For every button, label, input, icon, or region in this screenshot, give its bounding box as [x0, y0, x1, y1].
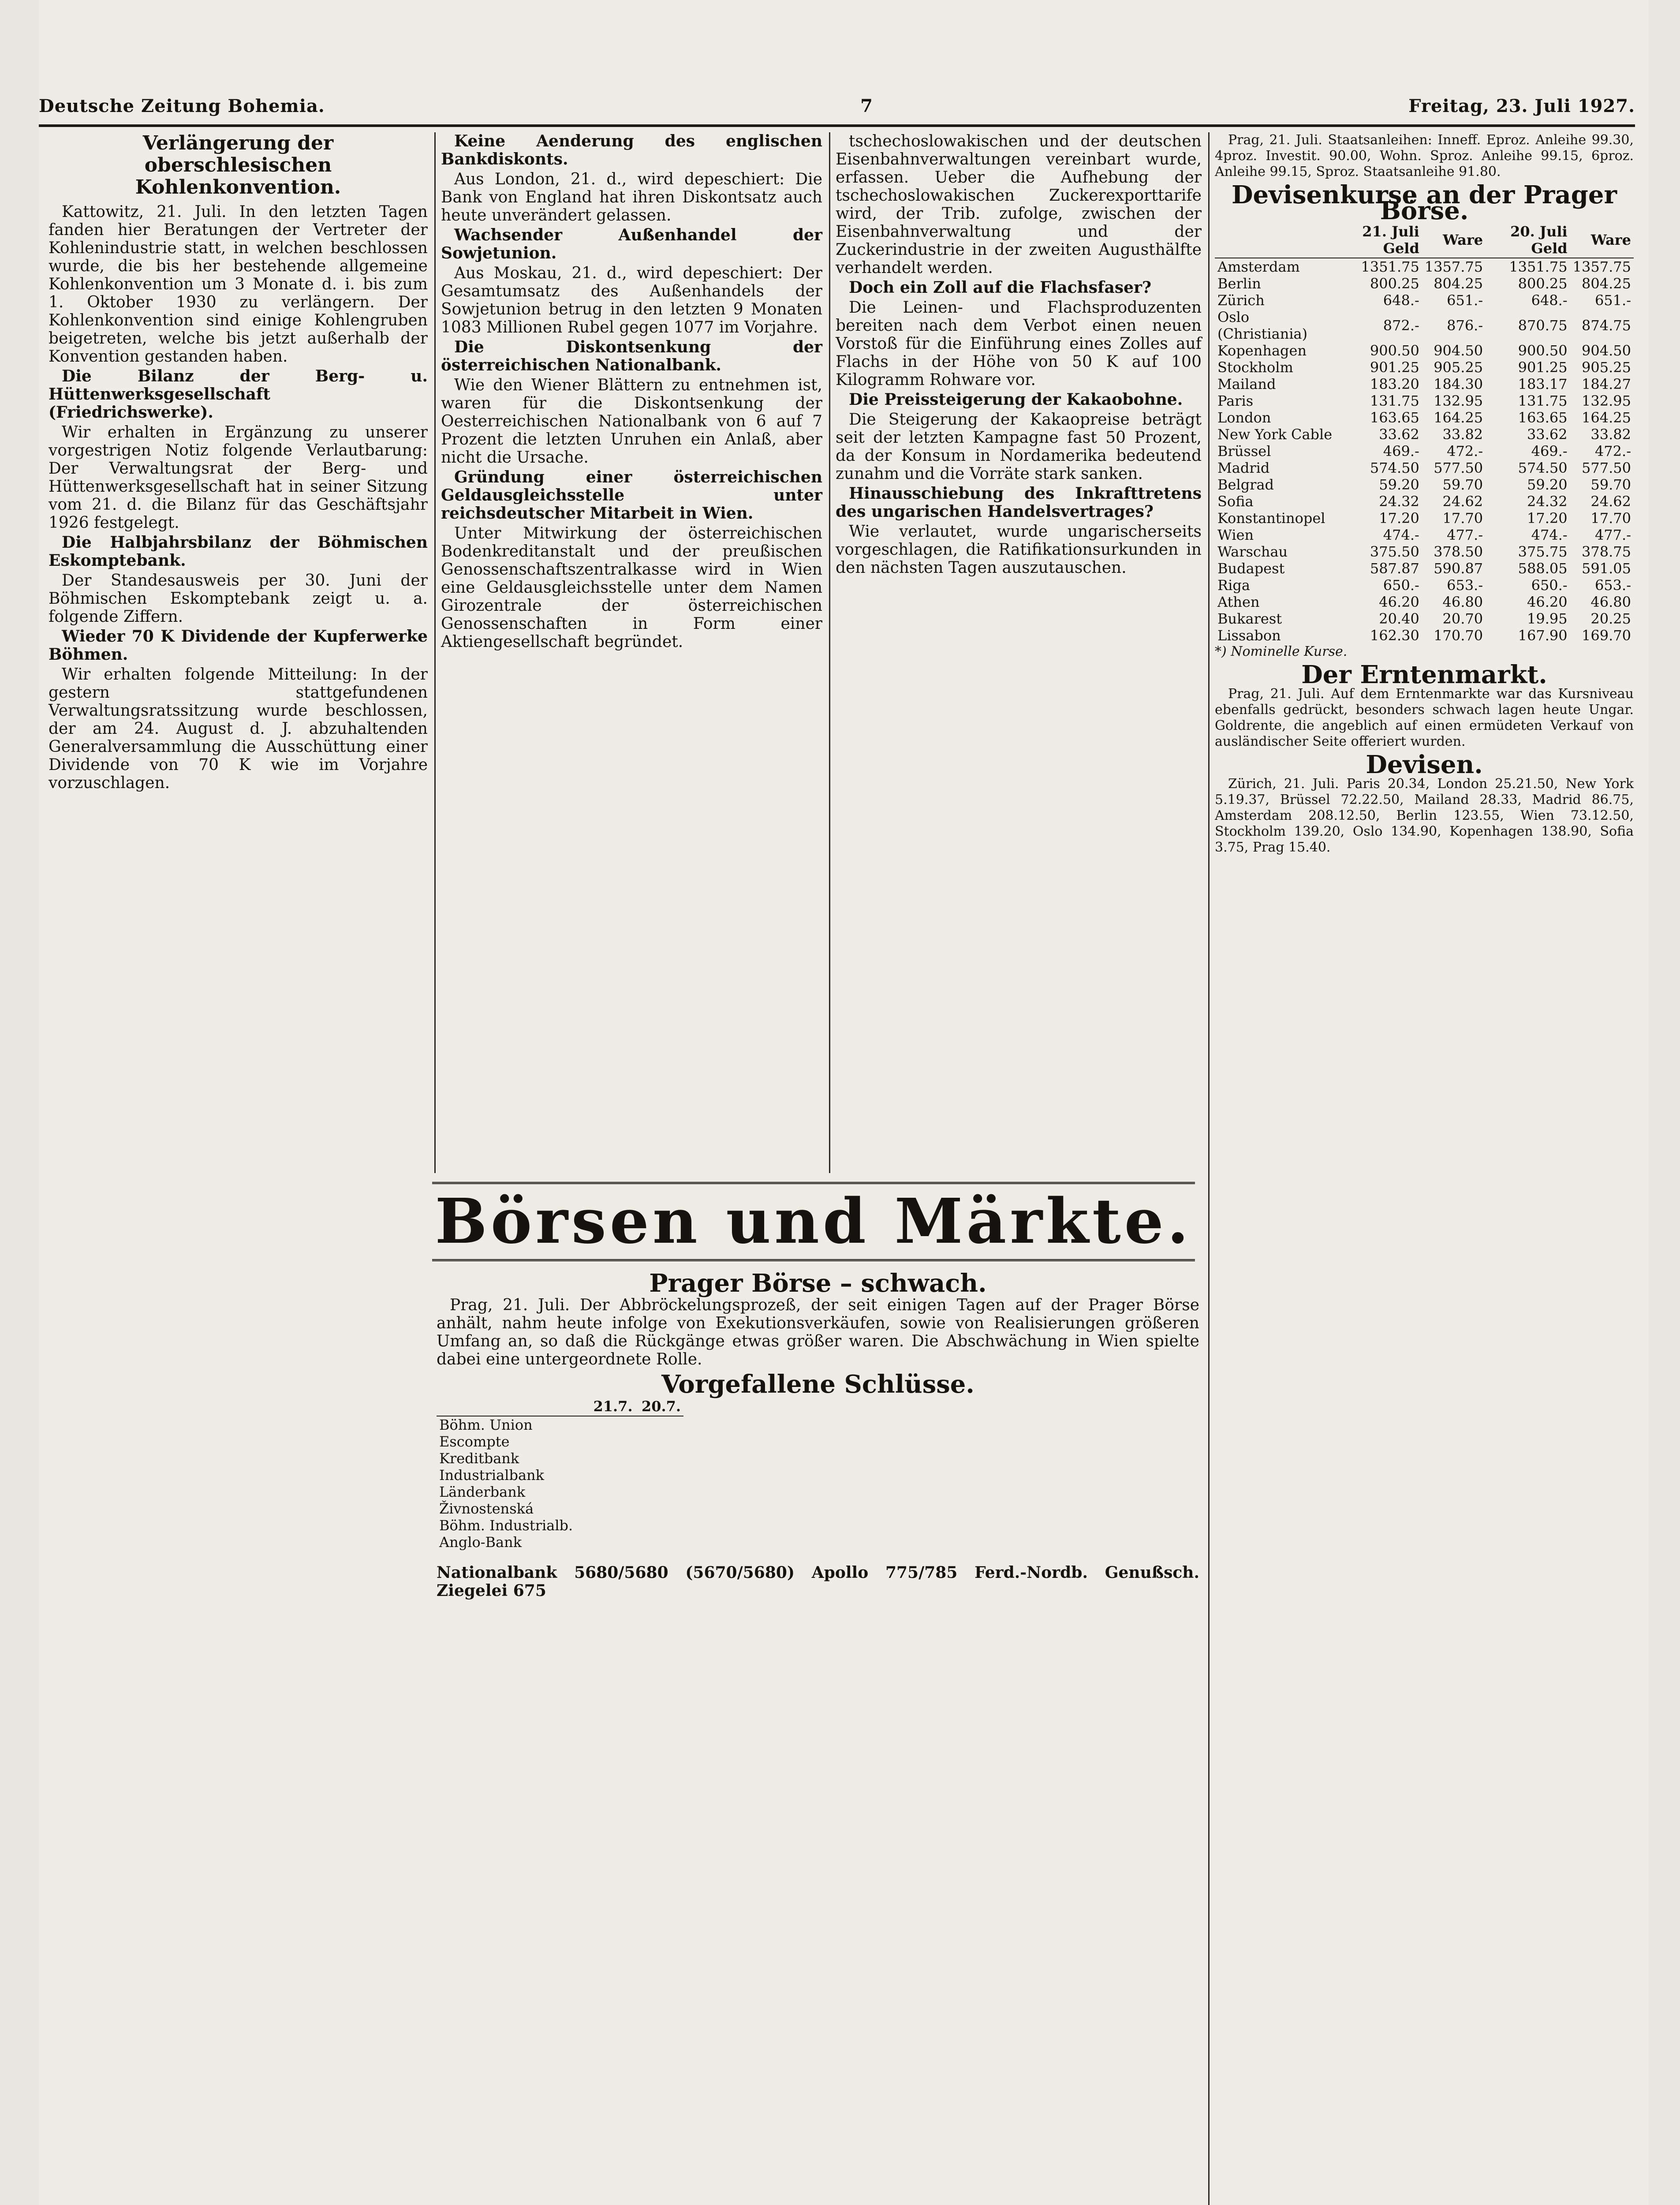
column-header — [1215, 222, 1337, 258]
table-cell: 901.25 — [1518, 359, 1568, 376]
trade-row — [437, 1517, 683, 1534]
table-cell — [635, 1467, 683, 1484]
table-cell: 651.- — [1594, 292, 1631, 309]
rate-row — [1215, 292, 1634, 309]
table-cell: 905.25 — [1434, 359, 1483, 376]
rate-row — [1215, 527, 1634, 543]
table-cell: 184.27 — [1582, 376, 1631, 392]
table-cell: 375.50 — [1370, 543, 1419, 560]
table-cell: Paris — [1217, 392, 1254, 409]
article-paragraph: Zürich, 21. Juli. Paris 20.34, London 25.21.50, New York 5.19.37, Brüssel 72.22.50, Mailand 28.33, Madrid 86.75, Amsterdam 208.12.50, Berlin 123.55, Wien 73.12.50, Stockholm 139.20, Oslo 134.90, Kopenhagen 138.90, Sofia 3.75, Prag 15.40. — [1215, 776, 1634, 855]
table-cell — [587, 1534, 635, 1551]
table-cell: London — [1217, 409, 1271, 426]
article-subhead: Die Halbjahrsbilanz der Böhmischen Eskomptebank. — [49, 533, 428, 570]
table-cell: 17.70 — [1590, 510, 1631, 527]
table-cell: 59.70 — [1590, 476, 1631, 493]
table-cell: 1351.75 — [1361, 258, 1419, 275]
table-cell — [587, 1450, 635, 1467]
article-paragraph: Aus London, 21. d., wird depeschiert: Die Bank von England hat ihren Diskontsatz auch heute unverändert gelassen. — [441, 170, 822, 224]
article-subhead: Wachsender Außenhandel der Sowjetunion. — [441, 226, 822, 262]
table-cell: 378.75 — [1582, 543, 1631, 560]
rate-row — [1215, 543, 1634, 560]
article-column-2 — [441, 132, 822, 653]
table-cell: 653.- — [1447, 577, 1483, 594]
table-cell: 24.62 — [1590, 493, 1631, 510]
table-cell: 378.50 — [1434, 543, 1483, 560]
table-cell: Zürich — [1217, 292, 1265, 309]
trades-title: Vorgefallene Schlüsse. — [661, 1370, 974, 1399]
rate-row — [1215, 577, 1634, 594]
table-cell: 904.50 — [1582, 342, 1631, 359]
article-subhead: Die Diskontsenkung der österreichischen Nationalbank. — [441, 338, 822, 374]
table-cell: Berlin — [1217, 275, 1261, 292]
article-subhead: Keine Aenderung des englischen Bankdiskonts. — [441, 132, 822, 168]
article-subhead: Die Bilanz der Berg- u. Hüttenwerksgesellschaft (Friedrichswerke). — [49, 367, 428, 422]
table-cell: Budapest — [1217, 560, 1285, 577]
article-subhead: Gründung einer österreichischen Geldausgleichsstelle unter reichsdeutscher Mitarbeit in Wien. — [441, 468, 822, 523]
article-paragraph: Prag, 21. Juli. Auf dem Erntenmarkte war das Kursniveau ebenfalls gedrückt, besonders schwach lagen heute Ungar. Goldrente, die angeblich auf einen ermüdeten Verkauf von ausländischer Seite offeriert wurden. — [1215, 686, 1634, 749]
table-cell: 164.25 — [1582, 409, 1631, 426]
table-cell: 132.95 — [1434, 392, 1483, 409]
table-cell: 474.- — [1531, 527, 1568, 543]
table-cell: 163.65 — [1518, 409, 1568, 426]
table-cell: 648.- — [1531, 292, 1568, 309]
rates-header-row — [1215, 222, 1634, 258]
column-header — [437, 1397, 587, 1416]
rate-row — [1215, 510, 1634, 527]
column-header: 20.7. — [635, 1397, 683, 1416]
article-subhead: Hinausschiebung des Inkrafttretens des ungarischen Handelsvertrages? — [836, 484, 1202, 521]
table-cell: 653.- — [1594, 577, 1631, 594]
footnote: *) Nominelle Kurse. — [1215, 644, 1348, 659]
table-cell — [635, 1484, 683, 1500]
table-cell: 24.62 — [1442, 493, 1483, 510]
table-cell: 33.62 — [1379, 426, 1419, 443]
table-cell: Industrialbank — [439, 1467, 545, 1484]
table-cell: 650.- — [1531, 577, 1568, 594]
trade-row — [437, 1450, 683, 1467]
table-cell — [587, 1484, 635, 1500]
article-paragraph: Wir erhalten folgende Mitteilung: In der gestern stattgefundenen Verwaltungsratssitzung wurde beschlossen, der am 24. August d. J. abzuhaltenden Generalversammlung die Ausschüttung einer Dividende von 70 K wie im Vorjahre vorzuschlagen. — [49, 665, 428, 792]
table-cell: Sofia — [1217, 493, 1254, 510]
table-cell: 800.25 — [1370, 275, 1419, 292]
table-cell: 1351.75 — [1509, 258, 1568, 275]
bond-quotes: Prag, 21. Juli. Staatsanleihen: Inneff. Eproz. Anleihe 99.30, 4proz. Investit. 90.00, Wohn. Sproz. Anleihe 99.15, 6proz. Anleihe 99.15, Sproz. Staatsanleihe 91.80. — [1215, 132, 1634, 179]
table-cell: 59.20 — [1379, 476, 1419, 493]
rate-row — [1215, 342, 1634, 359]
table-cell: 46.80 — [1442, 594, 1483, 610]
table-cell: 20.40 — [1379, 610, 1419, 627]
table-cell: Böhm. Industrialb. — [439, 1517, 573, 1534]
trades-body — [437, 1416, 683, 1551]
table-cell: 17.20 — [1379, 510, 1419, 527]
table-cell: 804.25 — [1434, 275, 1483, 292]
article-column-3 — [836, 132, 1202, 579]
table-cell: Warschau — [1217, 543, 1288, 560]
rate-row — [1215, 426, 1634, 443]
table-cell: 472.- — [1594, 443, 1631, 460]
table-cell: 905.25 — [1582, 359, 1631, 376]
header-date: Freitag, 23. Juli 1927. — [1408, 95, 1635, 116]
table-cell: 46.80 — [1590, 594, 1631, 610]
table-cell: 1357.75 — [1424, 258, 1483, 275]
exchange-rates-table — [1215, 222, 1634, 644]
table-cell: 170.70 — [1434, 627, 1483, 644]
table-cell: Amsterdam — [1217, 258, 1300, 275]
rate-row — [1215, 610, 1634, 627]
table-cell: 20.70 — [1442, 610, 1483, 627]
table-cell: 870.75 — [1518, 317, 1568, 334]
column-divider — [1208, 132, 1210, 2205]
table-cell: Länderbank — [439, 1484, 526, 1500]
table-cell: 131.75 — [1518, 392, 1568, 409]
rate-row — [1215, 376, 1634, 392]
table-cell: 590.87 — [1434, 560, 1483, 577]
table-cell: Riga — [1217, 577, 1250, 594]
table-cell: 162.30 — [1370, 627, 1419, 644]
article-paragraph: tschechoslowakischen und der deutschen Eisenbahnverwaltungen vereinbart wurde, erfassen. Ueber die Aufhebung der tschechoslowakischen Zuckerexporttarife wird, der Trib. zufolge, zwischen der Eisenbahnverwaltung und der Zuckerindustrie in der zweiten Augusthälfte verhandelt werden. — [836, 132, 1202, 277]
column-divider — [434, 132, 436, 1173]
table-cell — [635, 1517, 683, 1534]
table-cell: 1357.75 — [1572, 258, 1631, 275]
table-cell: 588.05 — [1518, 560, 1568, 577]
table-cell — [587, 1517, 635, 1534]
table-cell: 648.- — [1383, 292, 1419, 309]
rate-row — [1215, 392, 1634, 409]
table-cell: 804.25 — [1582, 275, 1631, 292]
table-cell: Anglo-Bank — [439, 1534, 522, 1551]
table-cell: Brüssel — [1217, 443, 1271, 460]
rate-row — [1215, 275, 1634, 292]
table-cell — [635, 1534, 683, 1551]
table-cell: 17.70 — [1442, 510, 1483, 527]
table-cell: 876.- — [1447, 317, 1483, 334]
table-cell: 167.90 — [1518, 627, 1568, 644]
table-cell: 132.95 — [1582, 392, 1631, 409]
table-cell: 20.25 — [1590, 610, 1631, 627]
table-cell: 46.20 — [1527, 594, 1568, 610]
table-cell: 183.20 — [1370, 376, 1419, 392]
header-left: Deutsche Zeitung Bohemia. — [39, 95, 325, 116]
table-cell: 900.50 — [1370, 342, 1419, 359]
trades-table — [437, 1397, 683, 1551]
rate-row — [1215, 627, 1634, 644]
table-cell: 169.70 — [1582, 627, 1631, 644]
table-cell — [635, 1433, 683, 1450]
table-cell — [587, 1500, 635, 1517]
table-cell: 577.50 — [1582, 460, 1631, 476]
table-cell: 574.50 — [1370, 460, 1419, 476]
table-cell: 59.70 — [1442, 476, 1483, 493]
table-cell: Mailand — [1217, 376, 1276, 392]
column-header: 21. Juli Geld — [1337, 222, 1422, 258]
rate-row — [1215, 443, 1634, 460]
trade-row — [437, 1500, 683, 1517]
table-cell: 477.- — [1594, 527, 1631, 543]
trades-header-row — [437, 1397, 683, 1416]
article-paragraph: Unter Mitwirkung der österreichischen Bodenkreditanstalt und der preußischen Genossenschaftszentralkasse wird in Wien eine Geldausgleichsstelle unter dem Namen Girozentrale der österreichischen Genossenschaften in Form einer Aktiengesellschaft begründet. — [441, 524, 822, 651]
column-header: 21.7. — [587, 1397, 635, 1416]
article-paragraph: Prag, 21. Juli. Der Abbröckelungsprozeß, der seit einigen Tagen auf der Prager Börse anhält, nahm heute infolge von Exekutionsverkäufen, sowie von Realisierungen größeren Umfang an, so daß die Rückgänge etwas größer waren. Die Abschwächung in Wien spielte dabei eine untergeordnete Rolle. — [437, 1296, 1199, 1368]
table-cell: 874.75 — [1582, 317, 1631, 334]
header-rule — [39, 124, 1635, 127]
table-cell: Escompte — [439, 1433, 510, 1450]
table-cell: 24.32 — [1527, 493, 1568, 510]
table-cell: 33.62 — [1527, 426, 1568, 443]
table-cell: 474.- — [1383, 527, 1419, 543]
rate-row — [1215, 594, 1634, 610]
table-cell: Kreditbank — [439, 1450, 519, 1467]
column-header: Ware — [1422, 222, 1486, 258]
banner-title: Börsen und Märkte. — [435, 1185, 1192, 1258]
table-cell — [635, 1500, 683, 1517]
table-cell: 900.50 — [1518, 342, 1568, 359]
page-header — [39, 93, 1635, 119]
trade-row — [437, 1484, 683, 1500]
table-cell — [587, 1416, 635, 1433]
section-banner — [432, 1182, 1195, 1261]
market-column — [1215, 132, 1634, 857]
rate-row — [1215, 460, 1634, 476]
rates-body — [1215, 258, 1634, 644]
table-cell: 477.- — [1447, 527, 1483, 543]
section-title: Der Erntenmarkt. — [1301, 660, 1547, 689]
page-number: 7 — [860, 95, 873, 116]
table-cell: 577.50 — [1434, 460, 1483, 476]
rate-row — [1215, 258, 1634, 275]
article-paragraph: Der Standesausweis per 30. Juni der Böhmischen Eskomptebank zeigt u. a. folgende Ziffern. — [49, 572, 428, 626]
table-cell: 17.20 — [1527, 510, 1568, 527]
article-paragraph: Aus Moskau, 21. d., wird depeschiert: Der Gesamtumsatz des Außenhandels der Sowjetunion betrug in den letzten 9 Monaten 1083 Millionen Rubel gegen 1077 im Vorjahre. — [441, 264, 822, 336]
rate-row — [1215, 476, 1634, 493]
article-column-1 — [49, 132, 428, 794]
trade-row — [437, 1534, 683, 1551]
market-footer: Nationalbank 5680/5680 (5670/5680) Apollo 775/785 Ferd.-Nordb. Genußsch. Ziegelei 675 — [437, 1563, 1199, 1600]
table-cell: 574.50 — [1518, 460, 1568, 476]
table-cell: 19.95 — [1527, 610, 1568, 627]
table-cell: 59.20 — [1527, 476, 1568, 493]
table-cell: 650.- — [1383, 577, 1419, 594]
table-cell — [635, 1450, 683, 1467]
table-cell: 587.87 — [1370, 560, 1419, 577]
table-cell: Oslo (Christiania) — [1217, 309, 1308, 342]
table-cell: 472.- — [1447, 443, 1483, 460]
table-cell: Belgrad — [1217, 476, 1274, 493]
column-divider — [829, 132, 830, 1173]
table-cell: 901.25 — [1370, 359, 1419, 376]
table-cell — [587, 1433, 635, 1450]
article-subhead: Doch ein Zoll auf die Flachsfaser? — [849, 278, 1152, 297]
table-cell: 33.82 — [1590, 426, 1631, 443]
table-cell: Madrid — [1217, 460, 1270, 476]
column-header: Ware — [1570, 222, 1634, 258]
table-cell: 163.65 — [1370, 409, 1419, 426]
table-cell: 469.- — [1383, 443, 1419, 460]
article-paragraph: Die Steigerung der Kakaopreise beträgt seit der letzten Kampagne fast 50 Prozent, da der Konsum in Nordamerika bedeutend zunahm und die Vorräte stark sanken. — [836, 411, 1202, 483]
table-cell: 184.30 — [1434, 376, 1483, 392]
rate-row — [1215, 309, 1634, 342]
table-cell: 33.82 — [1442, 426, 1483, 443]
table-cell: Kopenhagen — [1217, 342, 1307, 359]
table-cell: Lissabon — [1217, 627, 1281, 644]
table-cell: 164.25 — [1434, 409, 1483, 426]
table-cell: Konstantinopel — [1217, 510, 1325, 527]
article-paragraph: Wir erhalten in Ergänzung zu unserer vorgestrigen Notiz folgende Verlautbarung: Der Verwaltungsrat der Berg- und Hüttenwerksgesellschaft hat in seiner Sitzung vom 21. d. die Bilanz für das Geschäftsjahr 1926 festgelegt. — [49, 423, 428, 532]
table-cell: 24.32 — [1379, 493, 1419, 510]
rate-row — [1215, 560, 1634, 577]
trade-row — [437, 1416, 683, 1433]
section-title: Devisen. — [1366, 750, 1483, 779]
table-cell: 131.75 — [1370, 392, 1419, 409]
table-cell: Stockholm — [1217, 359, 1293, 376]
rate-row — [1215, 359, 1634, 376]
rate-row — [1215, 493, 1634, 510]
table-cell — [635, 1416, 683, 1433]
trade-row — [437, 1433, 683, 1450]
table-cell: 872.- — [1383, 317, 1419, 334]
rates-title: Devisenkurse an der Prager Börse. — [1231, 180, 1617, 225]
article-paragraph: Wie verlautet, wurde ungarischerseits vorgeschlagen, die Ratifikationsurkunden in den nächsten Tagen auszutauschen. — [836, 523, 1202, 577]
table-cell: Živnostenská — [439, 1500, 534, 1517]
table-cell: Bukarest — [1217, 610, 1282, 627]
market-section — [437, 1270, 1199, 1602]
table-cell: 651.- — [1447, 292, 1483, 309]
article-paragraph: Die Leinen- und Flachsproduzenten bereiten nach dem Verbot einen neuen Vorstoß für die Einführung eines Zolles auf Flachs in der Höhe von 50 K auf 100 Kilogramm Rohware vor. — [836, 299, 1202, 389]
table-cell: 800.25 — [1518, 275, 1568, 292]
rate-row — [1215, 409, 1634, 426]
table-cell: 375.75 — [1518, 543, 1568, 560]
table-cell: Böhm. Union — [439, 1416, 533, 1433]
table-cell: 46.20 — [1379, 594, 1419, 610]
table-cell: Athen — [1217, 594, 1260, 610]
article-subhead: Die Preissteigerung der Kakaobohne. — [849, 390, 1183, 409]
article-headline: Verlängerung der oberschlesischen Kohlenkonvention. — [135, 132, 341, 198]
table-cell — [587, 1467, 635, 1484]
table-cell: 469.- — [1531, 443, 1568, 460]
table-cell: 904.50 — [1434, 342, 1483, 359]
article-subhead: Wieder 70 K Dividende der Kupferwerke Böhmen. — [49, 627, 428, 664]
article-paragraph: Wie den Wiener Blättern zu entnehmen ist, waren für die Diskontsenkung der Oesterreichischen Nationalbank von 6 auf 7 Prozent die letzten Unruhen ein Anlaß, aber nicht die Ursache. — [441, 376, 822, 467]
column-header: 20. Juli Geld — [1486, 222, 1570, 258]
trade-row — [437, 1467, 683, 1484]
table-cell: Wien — [1217, 527, 1254, 543]
article-paragraph: Kattowitz, 21. Juli. In den letzten Tagen fanden hier Beratungen der Vertreter der Kohlenindustrie statt, in welchen beschlossen wurde, die bis her bestehende allgemeine Kohlenkonvention um 3 Monate d. i. bis zum 1. Oktober 1930 zu verlängern. Der Kohlenkonvention sind einige Kohlengruben beigetreten, welche bis jetzt außerhalb der Konvention gestanden haben. — [49, 203, 428, 366]
market-title: Prager Börse – schwach. — [649, 1269, 987, 1298]
table-cell: 183.17 — [1518, 376, 1568, 392]
table-cell: New York Cable — [1217, 426, 1333, 443]
table-cell: 591.05 — [1582, 560, 1631, 577]
